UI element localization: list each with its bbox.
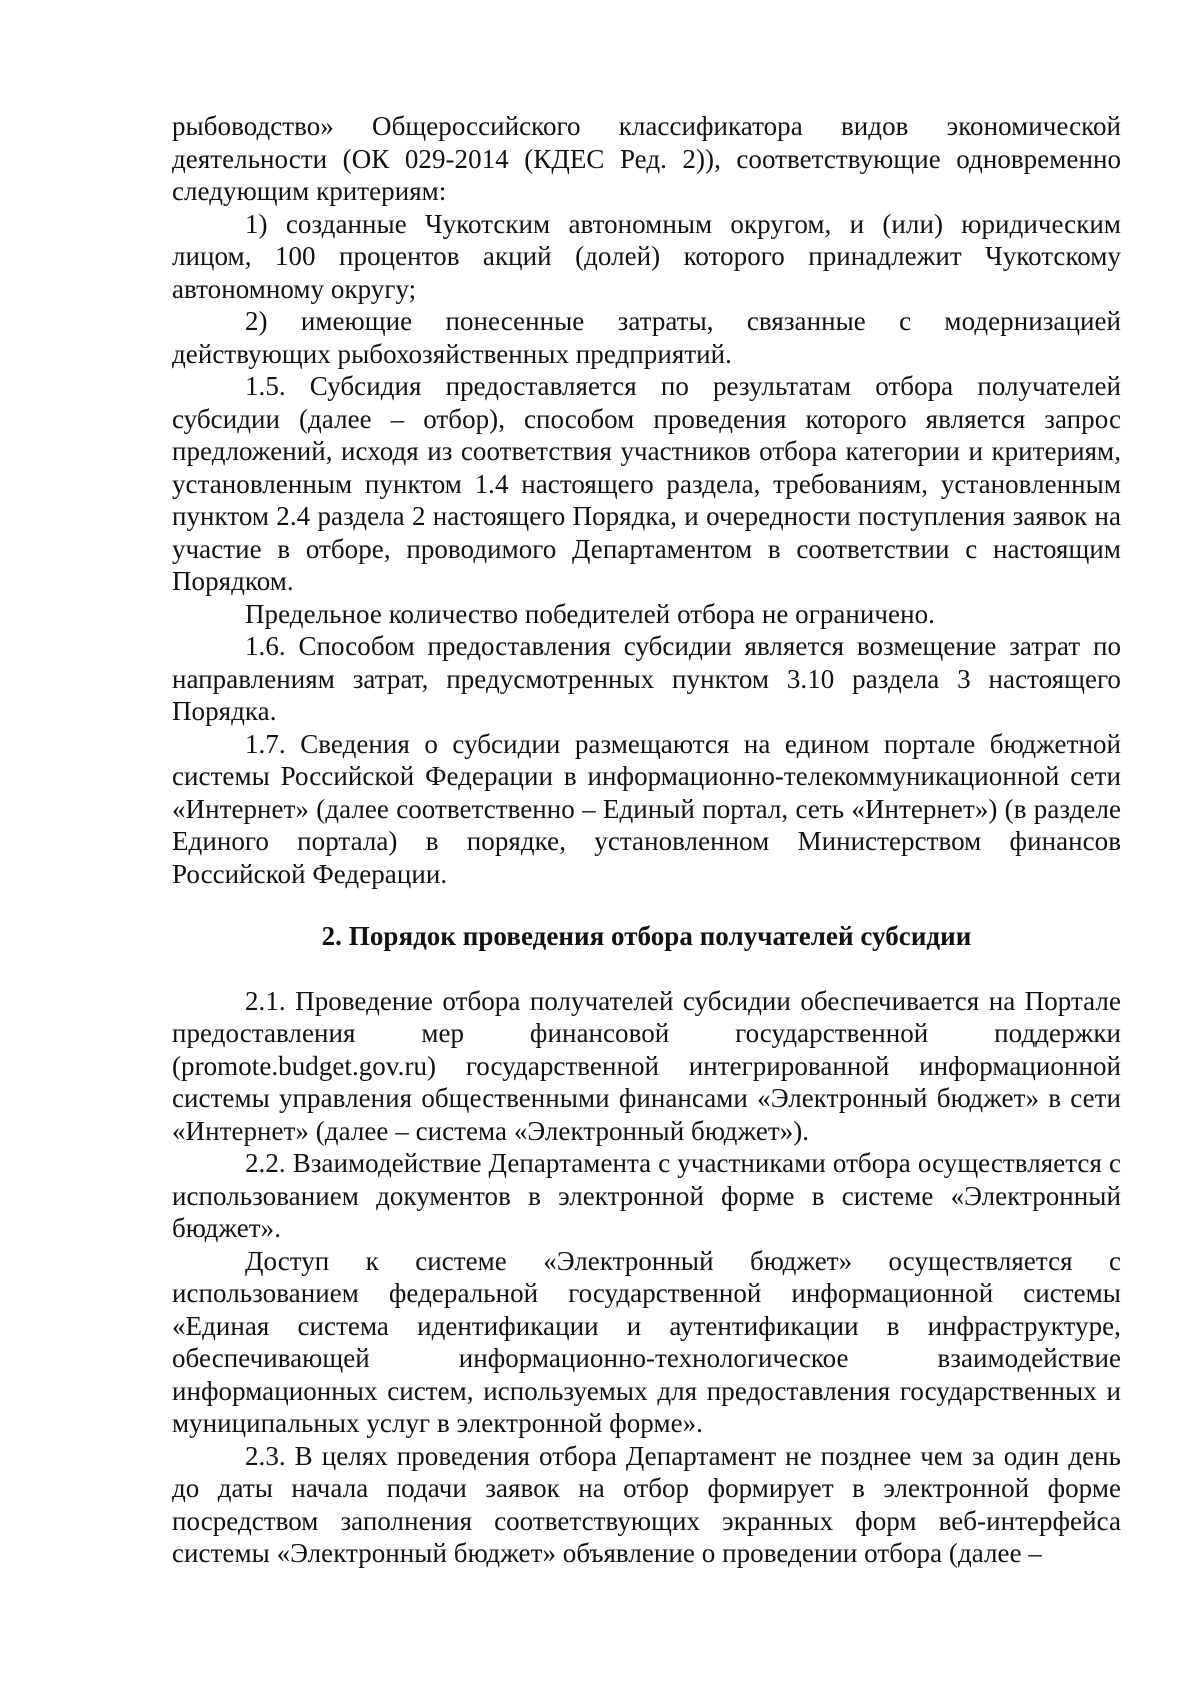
paragraph-1-7: 1.7. Сведения о субсидии размещаются на едином портале бюджетной системы Российской Федерации в информационно-телекоммуникационной сети «Интернет» (далее соответственно – Единый портал, сеть «Интернет») (в разделе Единого портала) в порядке, установленном Министерством финансов Российской Федерации.: [172, 728, 1121, 889]
paragraph-2-3: 2.3. В целях проведения отбора Департамент не позднее чем за один день до даты начала подачи заявок на отбор формирует в электронной форме посредством заполнения соответствующих экранных форм веб-интерфейса системы «Электронный бюджет» объявление о проведении отбора (далее –: [172, 1440, 1121, 1568]
paragraph-criterion-2: 2) имеющие понесенные затраты, связанные с модернизацией действующих рыбохозяйственных предприятий.: [172, 306, 1121, 369]
paragraph-continuation: рыбоводство» Общероссийского классификатора видов экономической деятельности (ОК 029-2014 (КДЕС Ред. 2)), соответствующие одновременно следующим критериям:: [172, 111, 1121, 206]
section-heading: 2. Порядок проведения отбора получателей субсидии: [321, 921, 972, 951]
paragraph-1-6: 1.6. Способом предоставления субсидии является возмещение затрат по направлениям затрат, предусмотренных пунктом 3.10 раздела 3 настоящего Порядка.: [172, 631, 1121, 726]
paragraph-2-2: 2.2. Взаимодействие Департамента с участниками отбора осуществляется с использованием документов в электронной форме в системе «Электронный бюджет».: [172, 1148, 1121, 1243]
paragraph-2-1: 2.1. Проведение отбора получателей субсидии обеспечивается на Портале предоставления мер финансовой государственной поддержки (promote.budget.gov.ru) государственной интегрированной информационной системы управления общественными финансами «Электронный бюджет» в сети «Интернет» (далее – система «Электронный бюджет»).: [172, 985, 1121, 1146]
paragraph-criterion-1: 1) созданные Чукотским автономным округом, и (или) юридическим лицом, 100 процентов акций (долей) которого принадлежит Чукотскому автономному округу;: [172, 208, 1121, 304]
paragraph-access: Доступ к системе «Электронный бюджет» осуществляется с использованием федеральной государственной информационной системы «Единая система идентификации и аутентификации в инфраструктуре, обеспечивающей информационно-технологическое взаимодействие информационных систем, используемых для предоставления государственных и муниципальных услуг в электронной форме».: [172, 1245, 1121, 1438]
paragraph-winners-limit: Предельное количество победителей отбора не ограничено.: [245, 598, 935, 629]
paragraph-1-5: 1.5. Субсидия предоставляется по результатам отбора получателей субсидии (далее – отбор), способом проведения которого является запрос предложений, исходя из соответствия участников отбора категории и критериям, установленным пунктом 1.4 настоящего раздела, требованиям, установленным пунктом 2.4 раздела 2 настоящего Порядка, и очередности поступления заявок на участие в отборе, проводимого Департаментом в соответствии с настоящим Порядком.: [172, 371, 1121, 596]
document-body: [172, 110, 1121, 1570]
